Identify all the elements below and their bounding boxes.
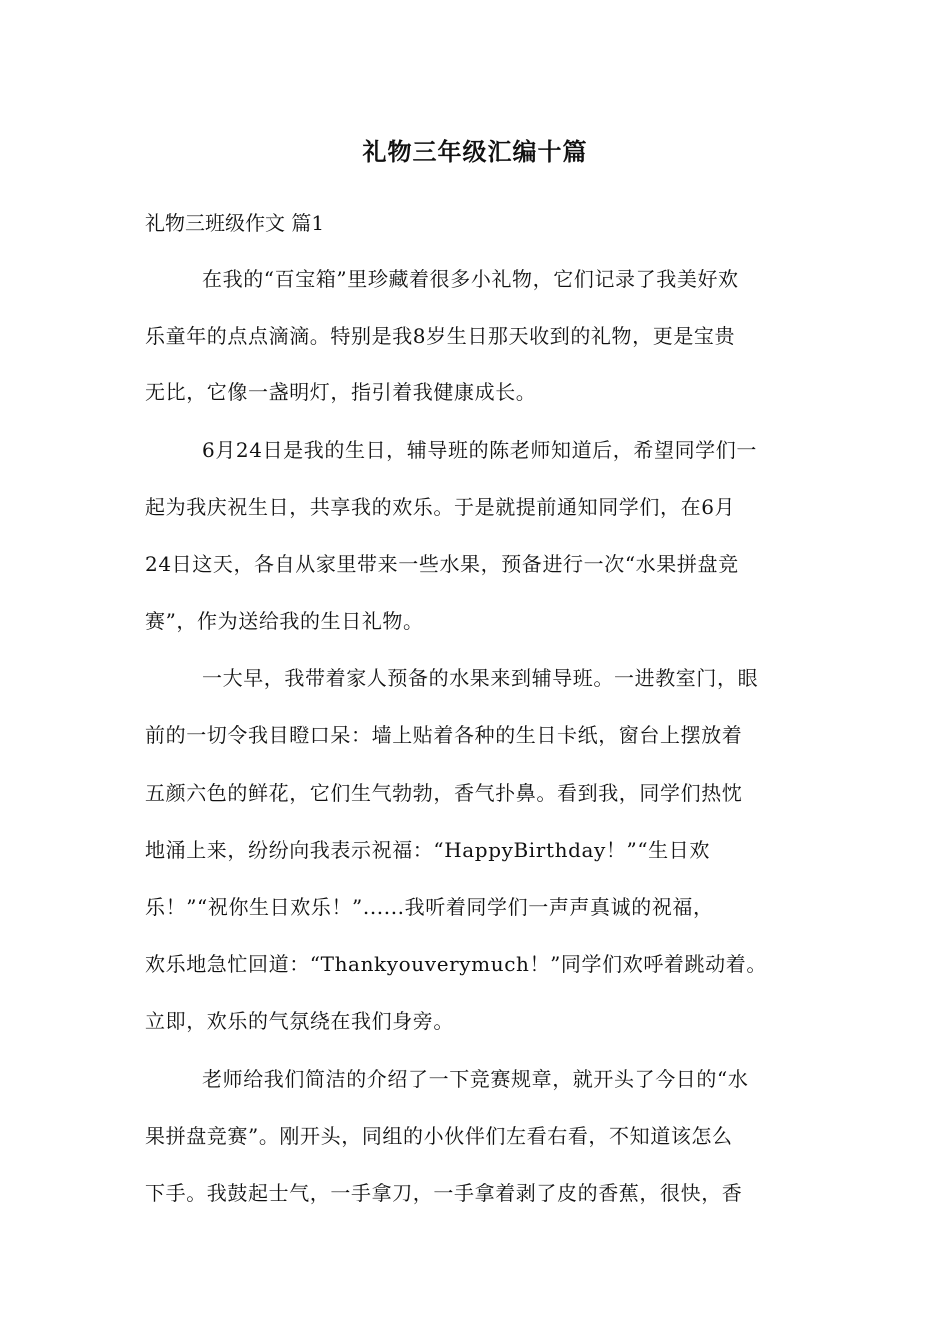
text-line: 一大早，我带着家人预备的水果来到辅导班。一进教室门，眼 [202, 666, 759, 690]
section-heading: 礼物三班级作文 篇1 [145, 211, 325, 235]
text-line: 前的一切令我目瞪口呆：墙上贴着各种的生日卡纸，窗台上摆放着 [145, 723, 743, 747]
text-line: 乐！”“祝你生日欢乐！”......我听着同学们一声声真诚的祝福， [145, 895, 714, 919]
text-line: 下手。我鼓起士气，一手拿刀，一手拿着剥了皮的香蕉，很快，香 [145, 1181, 743, 1205]
text-line: 地涌上来，纷纷向我表示祝福：“HappyBirthday！”“生日欢 [145, 838, 710, 862]
text-line: 起为我庆祝生日，共享我的欢乐。于是就提前通知同学们，在6月 [145, 495, 736, 519]
text-line: 五颜六色的鲜花，它们生气勃勃，香气扑鼻。看到我，同学们热忱 [145, 781, 743, 805]
text-line: 在我的“百宝箱”里珍藏着很多小礼物，它们记录了我美好欢 [202, 267, 739, 291]
text-line: 果拼盘竞赛”。刚开头，同组的小伙伴们左看右看，不知道该怎么 [145, 1124, 733, 1148]
document-title: 礼物三年级汇编十篇 [362, 137, 588, 166]
text-line: 老师给我们简洁的介绍了一下竞赛规章，就开头了今日的“水 [202, 1067, 749, 1091]
text-line: 无比，它像一盏明灯，指引着我健康成长。 [145, 380, 537, 404]
text-line: 6月24日是我的生日，辅导班的陈老师知道后，希望同学们一 [202, 438, 757, 462]
text-line: 乐童年的点点滴滴。特别是我8岁生日那天收到的礼物，更是宝贵 [145, 324, 736, 348]
text-line: 24日这天，各自从家里带来一些水果，预备进行一次“水果拼盘竞 [145, 552, 739, 576]
text-line: 赛”，作为送给我的生日礼物。 [145, 609, 424, 633]
text-line: 立即，欢乐的气氛绕在我们身旁。 [145, 1009, 454, 1033]
text-line: 欢乐地急忙回道：“Thankyouverymuch！”同学们欢呼着跳动着。 [145, 952, 767, 976]
